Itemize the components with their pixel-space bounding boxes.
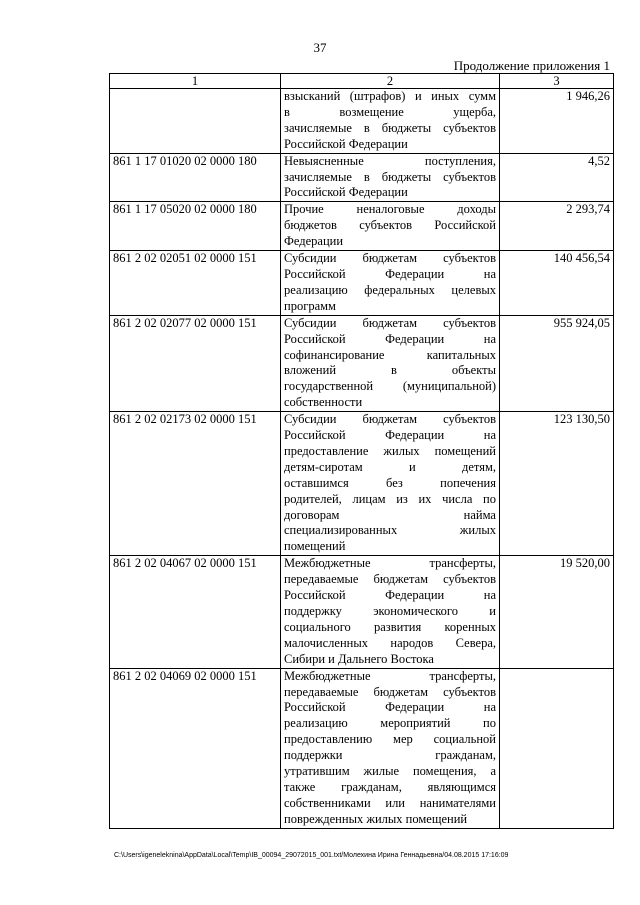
- description-line: поддержку экономического и: [284, 604, 496, 618]
- description-line: передаваемые бюджетам субъектов: [284, 684, 496, 699]
- description-line: Федерации: [284, 234, 344, 249]
- amount-cell: 123 130,50: [500, 412, 614, 556]
- table-row: [110, 556, 614, 668]
- description-line: реализацию мероприятий по: [284, 716, 496, 731]
- description-line: поддержки гражданам,: [284, 748, 496, 763]
- description-line: зачисляемые в бюджеты субъектов: [284, 169, 496, 184]
- description-line: Прочие неналоговые доходы: [284, 202, 496, 217]
- appendix-table: [109, 73, 614, 829]
- table-row: [110, 202, 614, 251]
- description-line: оставшимся без попечения: [284, 475, 496, 490]
- table-header-row: [110, 74, 614, 89]
- continuation-label: Продолжение приложения 1: [453, 58, 610, 73]
- description-line: предоставлению мер социальной: [284, 732, 496, 747]
- description-line: софинансирование капитальных: [284, 347, 496, 362]
- description-line: социального развития коренных: [284, 619, 496, 634]
- description-line: Невыясненные поступления,: [284, 153, 496, 168]
- description-line: Субсидии бюджетам субъектов: [284, 412, 496, 427]
- description-line: в возмещение ущерба,: [284, 104, 496, 119]
- description-line: передаваемые бюджетам субъектов: [284, 572, 496, 587]
- column-header-1: 1: [110, 74, 281, 89]
- description-line: Субсидии бюджетам субъектов: [284, 315, 496, 330]
- description-cell: [281, 202, 500, 251]
- description-line: поврежденных жилых помещений: [284, 811, 468, 826]
- table-row: [110, 668, 614, 828]
- description-line: Субсидии бюджетам субъектов: [284, 251, 496, 266]
- amount-cell: 1 946,26: [500, 89, 614, 154]
- description-line: программ: [284, 298, 336, 313]
- description-line: малочисленных народов Севера,: [284, 635, 496, 650]
- table-row: [110, 251, 614, 316]
- income-code-cell: 861 2 02 02077 02 0000 151: [110, 315, 281, 411]
- description-line: бюджетов субъектов Российской: [284, 218, 496, 233]
- description-line: детям-сиротам и детям,: [284, 459, 496, 474]
- description-line: Российской Федерации: [284, 136, 408, 151]
- description-line: родителей, лицам из их числа по: [284, 491, 496, 506]
- description-line: государственной (муниципальной): [284, 379, 496, 394]
- description-line: Российской Федерации на: [284, 700, 496, 715]
- column-header-3: 3: [500, 74, 614, 89]
- income-code-cell: 861 1 17 01020 02 0000 180: [110, 153, 281, 202]
- amount-cell: 19 520,00: [500, 556, 614, 668]
- description-line: собственности: [284, 395, 363, 410]
- description-line: Российской Федерации на: [284, 331, 496, 346]
- description-line: вложений в объекты: [284, 363, 496, 378]
- table-row: [110, 153, 614, 202]
- table-row: [110, 89, 614, 154]
- description-line: помещений: [284, 539, 346, 554]
- description-line: специализированных жилых: [284, 523, 496, 538]
- income-code-cell: 861 2 02 04067 02 0000 151: [110, 556, 281, 668]
- description-line: зачисляемые в бюджеты субъектов: [284, 120, 496, 135]
- description-line: утратившим жилые помещения, а: [284, 764, 496, 779]
- description-line: Межбюджетные трансферты,: [284, 668, 496, 683]
- description-line: Российской Федерации на: [284, 428, 496, 443]
- amount-cell: [500, 668, 614, 828]
- description-cell: [281, 412, 500, 556]
- description-line: предоставление жилых помещений: [284, 443, 496, 458]
- description-line: Российской Федерации на: [284, 266, 496, 281]
- income-code-cell: 861 2 02 02051 02 0000 151: [110, 251, 281, 316]
- description-line: Межбюджетные трансферты,: [284, 556, 496, 571]
- income-code-cell: 861 2 02 02173 02 0000 151: [110, 412, 281, 556]
- amount-cell: 140 456,54: [500, 251, 614, 316]
- description-cell: [281, 251, 500, 316]
- amount-cell: 4,52: [500, 153, 614, 202]
- description-line: также гражданам, являющимся: [284, 779, 496, 794]
- description-cell: [281, 89, 500, 154]
- description-line: собственниками или нанимателями: [284, 795, 496, 810]
- table-row: [110, 315, 614, 411]
- description-line: Российской Федерации на: [284, 588, 496, 603]
- income-code-cell: 861 1 17 05020 02 0000 180: [110, 202, 281, 251]
- description-cell: [281, 556, 500, 668]
- income-code-cell: [110, 89, 281, 154]
- description-cell: [281, 668, 500, 828]
- description-line: договорам найма: [284, 507, 496, 522]
- amount-cell: 2 293,74: [500, 202, 614, 251]
- description-cell: [281, 153, 500, 202]
- description-line: реализацию федеральных целевых: [284, 282, 496, 297]
- description-line: Российской Федерации: [284, 185, 408, 200]
- table-row: [110, 412, 614, 556]
- description-line: взысканий (штрафов) и иных сумм: [284, 89, 496, 103]
- description-line: Сибири и Дальнего Востока: [284, 651, 434, 666]
- page-number: 37: [313, 40, 327, 55]
- income-code-cell: 861 2 02 04069 02 0000 151: [110, 668, 281, 828]
- amount-cell: 955 924,05: [500, 315, 614, 411]
- column-header-2: 2: [281, 74, 500, 89]
- description-cell: [281, 315, 500, 411]
- footer-file-path: C:\Users\igeneleknina\AppData\Local\Temp\IB_00094_29072015_001.txt/Молехина Ирина Геннадьевна/04.08.2015 17:16:09: [114, 852, 509, 859]
